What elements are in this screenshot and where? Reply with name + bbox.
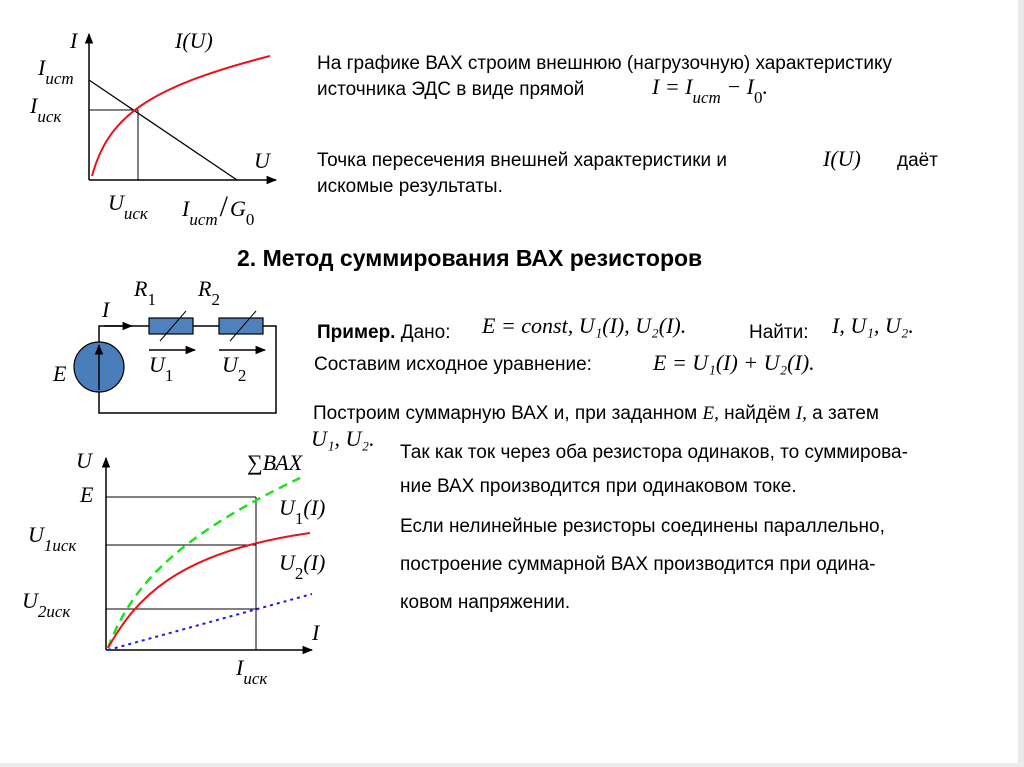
graph1-curve-label: I(U) <box>175 28 213 53</box>
example-find-formula: I, U₁, U₂. <box>832 313 914 338</box>
note1-line1: Так как ток через оба резистора одинаков, то суммирова- <box>400 442 908 463</box>
graph2-label-u2: $U_2(I)$ <box>279 550 326 583</box>
graph2-u2-curve <box>108 594 312 650</box>
graph1-axis-y-label: I <box>70 28 78 53</box>
graph1-label-iist-g0: $I_{ист}/G_0$ <box>182 190 255 229</box>
section1-line3-formula: I(U) <box>823 146 861 171</box>
example-given-formula: E = const, U₁(I), U₂(I). <box>482 313 687 338</box>
circuit-label-source: E <box>53 361 67 386</box>
section1-line4: искомые результаты. <box>317 176 503 197</box>
graph1-label-iisk: $I_{иск}$ <box>30 93 62 126</box>
graph1-load-line <box>89 80 237 180</box>
graph2-label-iisk: $I_{иск}$ <box>236 655 268 688</box>
graph2-label-u1: $U_1(I)$ <box>279 495 326 528</box>
note2-line3: ковом напряжении. <box>400 592 571 613</box>
note2-line1: Если нелинейные резисторы соединены параллельно, <box>400 516 885 537</box>
example-given: Пример. Дано: <box>317 322 451 343</box>
graph2-label-u2isk: $U_{2иск}$ <box>22 588 71 621</box>
graph2-label-e: E <box>80 482 94 507</box>
circuit-label-u2: $U_2$ <box>222 352 247 385</box>
circuit-label-r1: $R_1$ <box>134 276 156 309</box>
example-build-line: Построим суммарную ВАХ и, при заданном E, найдём I, а затем <box>313 403 879 424</box>
graph1-label-iist: $I_{ист}$ <box>38 55 74 88</box>
graph2-sum-curve <box>108 478 300 648</box>
note1-line2: ние ВАХ производится при одинаковом токе. <box>400 476 797 497</box>
graph1-label-uisk: $U_{иск}$ <box>108 190 148 223</box>
section1-formula: $I = I_{ист} - I_0$. <box>652 74 768 107</box>
graph1-axis-x-label: U <box>254 148 270 173</box>
example-build-formula: U₁, U₂. <box>311 426 375 451</box>
graph1-vax <box>89 34 276 180</box>
graph2-label-u1isk: $U_{1иск}$ <box>28 522 77 555</box>
example-equation-label: Составим исходное уравнение: <box>314 354 592 375</box>
section1-line3a: Точка пересечения внешней характеристики и <box>317 150 728 171</box>
resistor-r1 <box>149 318 193 334</box>
circuit-label-current: I <box>102 297 110 322</box>
circuit-label-r2: $R_2$ <box>198 276 220 309</box>
section2-heading: 2. Метод суммирования ВАХ резисторов <box>237 245 703 271</box>
graph2-label-sum: ∑ВАХ <box>247 450 303 475</box>
section1-line1: На графике ВАХ строим внешнюю (нагрузочную) характеристику <box>317 53 893 74</box>
circuit-wire-top <box>99 326 276 413</box>
note2-line2: построение суммарной ВАХ производится при одина- <box>400 554 876 575</box>
section1-line3b: даёт <box>897 150 938 171</box>
example-find-label: Найти: <box>749 322 809 343</box>
graph2-axis-x-label: I <box>312 620 320 645</box>
graph1-iu-curve <box>92 56 270 176</box>
graph2-axis-y-label: U <box>76 448 92 473</box>
section1-line2: источника ЭДС в виде прямой <box>317 79 585 100</box>
circuit-label-u1: $U_1$ <box>149 352 174 385</box>
resistor-r2 <box>219 318 263 334</box>
example-equation-formula: E = U₁(I) + U₂(I). <box>653 350 815 375</box>
